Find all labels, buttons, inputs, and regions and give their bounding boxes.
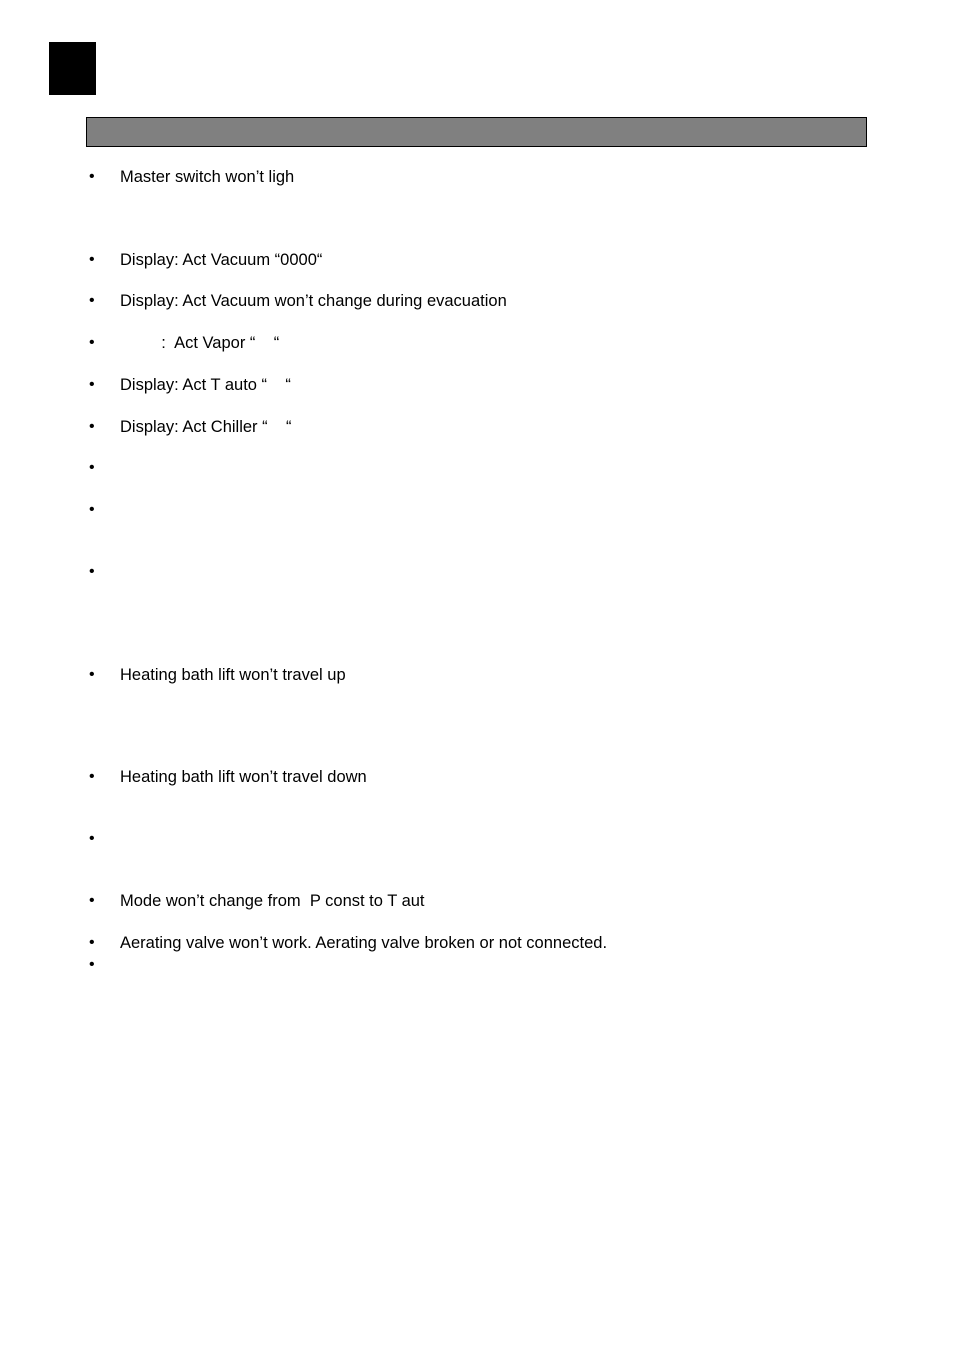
bullet-icon: • [89, 563, 95, 580]
list-item-text: Master switch won’t ligh [120, 168, 295, 186]
bullet-icon: • [89, 934, 95, 951]
bullet-icon: • [89, 830, 95, 847]
list-item [0, 890, 954, 912]
bullet-icon: • [89, 892, 95, 909]
list-item [0, 561, 954, 583]
bullet-icon: • [89, 251, 95, 268]
list-item [0, 766, 954, 788]
list-item [0, 457, 954, 479]
list-item [0, 374, 954, 396]
bullet-icon: • [89, 459, 95, 476]
bullet-icon: • [89, 168, 95, 185]
list-item [0, 932, 954, 954]
list-item [0, 828, 954, 850]
bullet-icon: • [89, 666, 95, 683]
bullet-icon: • [89, 376, 95, 393]
bullet-icon: • [89, 334, 95, 351]
list-item-text: Heating bath lift won’t travel up [120, 666, 346, 684]
section-header-bar [86, 117, 867, 147]
list-item [0, 664, 954, 686]
list-item-text: Heating bath lift won’t travel down [120, 768, 367, 786]
list-item-text: Display: Act Chiller “ “ [120, 418, 292, 436]
bullet-icon: • [89, 418, 95, 435]
bullet-icon: • [89, 501, 95, 518]
list-item [0, 954, 954, 976]
list-item-text: : Act Vapor “ “ [120, 334, 280, 352]
bullet-icon: • [89, 292, 95, 309]
list-item [0, 166, 954, 188]
list-item-text: Mode won’t change from P const to T aut [120, 892, 425, 910]
list-item [0, 332, 954, 354]
list-item-text: Aerating valve won’t work. Aerating valve broken or not connected. [120, 934, 608, 952]
list-item [0, 499, 954, 521]
list-item-text: Display: Act T auto “ “ [120, 376, 291, 394]
list-item [0, 290, 954, 312]
list-item-text: Display: Act Vacuum “0000“ [120, 251, 323, 269]
list-item-text: Display: Act Vacuum won’t change during evacuation [120, 292, 507, 310]
bullet-icon: • [89, 956, 95, 973]
list-item [0, 416, 954, 438]
bullet-icon: • [89, 768, 95, 785]
list-item [0, 249, 954, 271]
chapter-tab-block [49, 42, 96, 95]
